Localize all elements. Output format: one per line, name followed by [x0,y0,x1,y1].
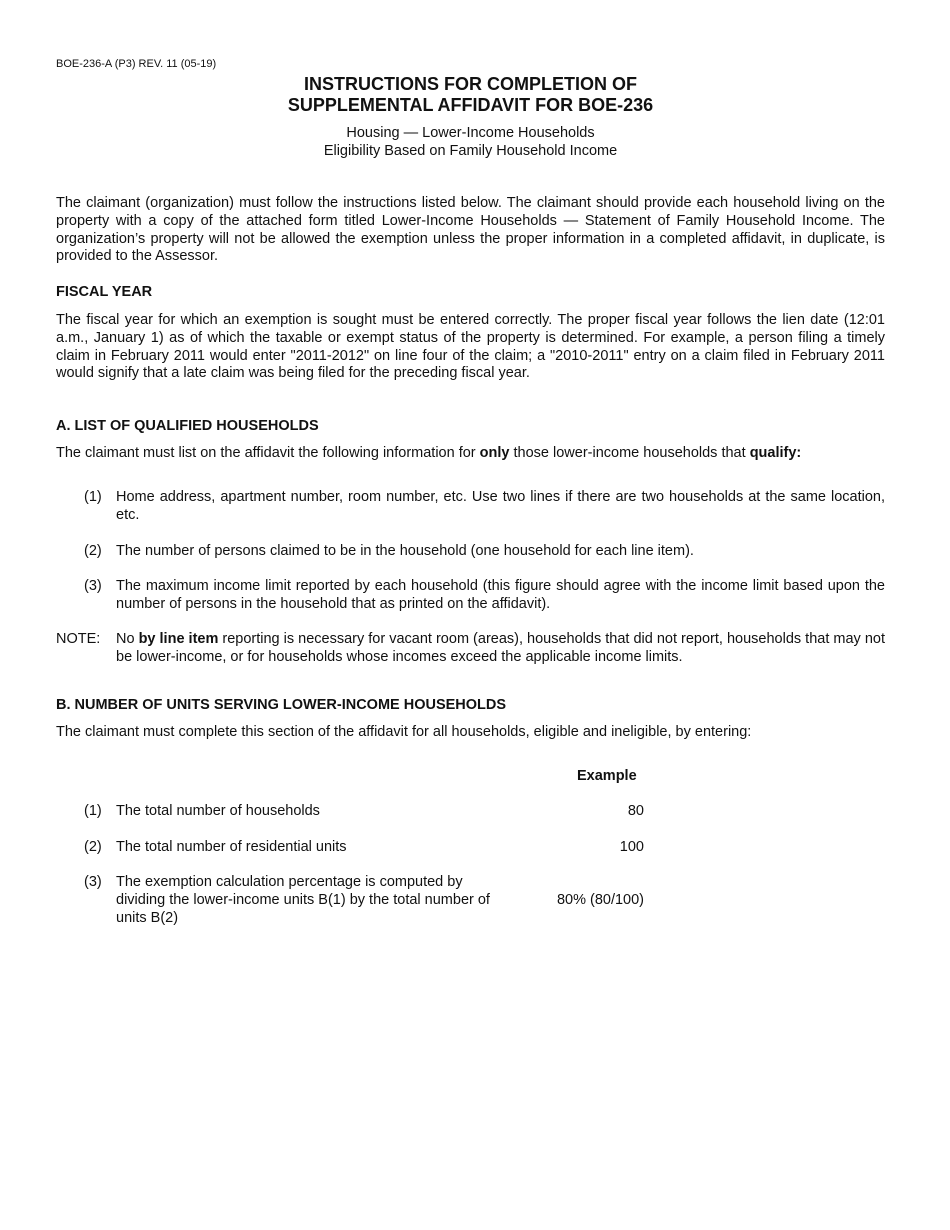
section-a-intro-qualify: qualify: [749,445,802,461]
example-header: Example [577,768,637,784]
intro-paragraph: The claimant (organization) must follow the instructions listed below. The claimant should provide each household living on the property with a copy of the attached form titled Lower-Income Households — Statement of Family Household Income. The organization’s property will not be allowed the exemption unless the proper information in a completed affidavit, in duplicate, is provided to the Assessor. [56,195,885,265]
list-item-number: (3) [84,578,102,594]
subtitle-line-1: Housing — Lower-Income Households [346,125,595,141]
section-a-intro [56,445,885,463]
note-label: NOTE: [56,631,101,647]
fiscal-year-heading: FISCAL YEAR [56,284,153,300]
row-text: The total number of residential units [116,839,347,855]
row-number: (1) [84,803,102,819]
list-item-number: (1) [84,489,102,505]
page-subtitle [56,125,885,160]
row-example-value: 80% (80/100) [556,892,644,908]
list-item-number: (2) [84,543,102,559]
row-example-value: 100 [619,839,644,855]
section-a-intro-part1: The claimant must list on the affidavit the following information for [56,445,480,461]
list-item-text: The maximum income limit reported by each household (this figure should agree with the income limit based upon the number of persons in the household that as printed on the affidavit). [116,578,885,612]
section-b-intro: The claimant must complete this section of the affidavit for all households, eligible and ineligible, by entering: [56,724,752,740]
section-a-intro-only: only [479,445,510,461]
subtitle-line-2: Eligibility Based on Family Household Income [323,142,618,159]
note-text [116,631,885,667]
list-item-text: Home address, apartment number, room number, etc. Use two lines if there are two households at the same location, etc. [116,489,885,523]
fiscal-year-paragraph: The fiscal year for which an exemption is sought must be entered correctly. The proper fiscal year follows the lien date (12:01 a.m., January 1) as of which the taxable or exempt status of the property is determined. For example, a person filing a timely claim in February 2011 would enter "2011-2012" on line four of the claim; a "2010-2011" entry on a claim filed in February 2011 would signify that a late claim was being filed for the preceding fiscal year. [56,312,885,382]
row-number: (2) [84,839,102,855]
form-code: BOE-236-A (P3) REV. 11 (05-19) [56,58,217,70]
note-part1: No [116,631,139,647]
title-line-2: SUPPLEMENTAL AFFIDAVIT FOR BOE-236 [287,95,654,115]
section-a-intro-part2: those lower-income households that [509,445,750,461]
note-bold: by line item [138,631,219,647]
section-a-heading: A. LIST OF QUALIFIED HOUSEHOLDS [56,418,319,434]
page-title [56,74,885,116]
row-text: The exemption calculation percentage is computed by dividing the lower-income units B(1) by the total number of units B(2) [116,874,490,926]
row-text: The total number of households [116,803,320,819]
title-line-1: INSTRUCTIONS FOR COMPLETION OF [304,74,637,94]
row-example-value: 80 [627,803,644,819]
note-part2: reporting is necessary for vacant room (areas), households that did not report, households that may not be lower-income, or for households whose incomes exceed the applicable income limits. [116,631,885,665]
section-b-heading: B. NUMBER OF UNITS SERVING LOWER-INCOME HOUSEHOLDS [56,697,507,713]
list-item-text: The number of persons claimed to be in the household (one household for each line item). [116,543,694,559]
row-number: (3) [84,874,102,890]
